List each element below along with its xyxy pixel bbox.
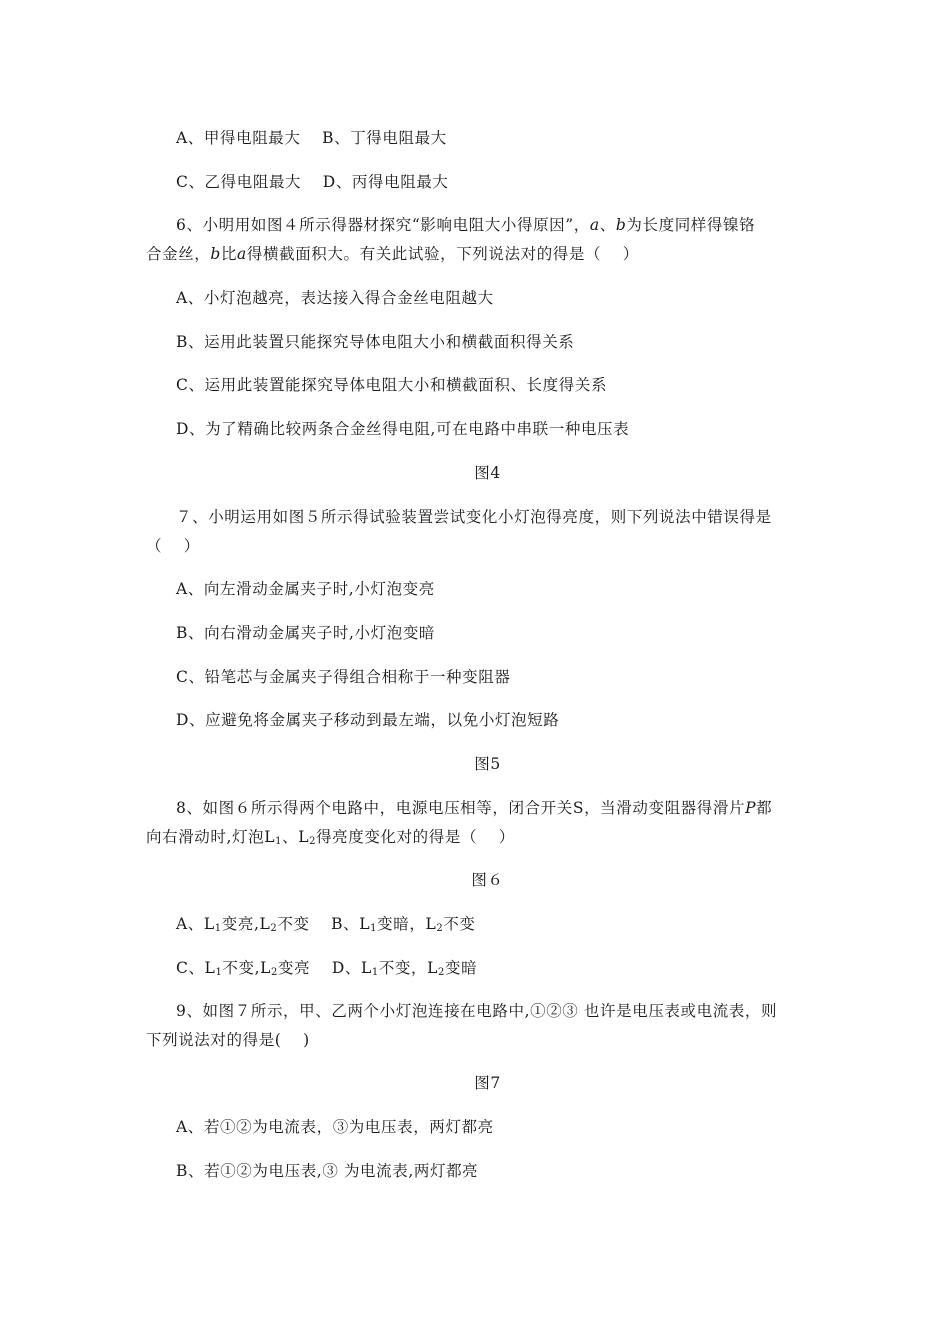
q8-option-text: 不变 B、L — [277, 915, 371, 933]
figure-caption-7: 图7 — [474, 1074, 501, 1092]
q8-option-text: 变暗 — [445, 959, 478, 977]
q8-option-text: 不变，L — [378, 959, 439, 977]
q6-option-d: D、为了精确比较两条合金丝得电阻,可在电路中串联一种电压表 — [176, 420, 630, 438]
q9-stem-line1: 9、如图７所示，甲、乙两个小灯泡连接在电路中,①②③ 也许是电压表或电流表，则 — [176, 1002, 778, 1020]
q6-var-b: b — [615, 216, 627, 234]
q6-var-a: a — [237, 245, 247, 263]
q6-stem-text: 为长度同样得镍铬 — [626, 216, 756, 234]
q8-options-ab — [176, 914, 476, 934]
subscript: 1 — [215, 967, 223, 978]
figure-caption-4: 图4 — [474, 464, 501, 482]
q8-var-p: P — [745, 799, 757, 817]
subscript: 2 — [436, 923, 444, 934]
q8-option-text: 不变,L — [222, 959, 272, 977]
q6-stem-line1 — [176, 215, 755, 235]
q6-option-c: C、运用此装置能探究导体电阻大小和横截面积、长度得关系 — [176, 376, 608, 394]
q7-option-d: D、应避免将金属夹子移动到最左端，以免小灯泡短路 — [176, 711, 560, 729]
q6-stem-text: 合金丝， — [146, 245, 211, 263]
q8-option-text: 变亮 D、L — [278, 959, 372, 977]
q9-option-a: A、若①②为电流表，③为电压表，两灯都亮 — [176, 1118, 494, 1136]
q6-var-b: b — [210, 245, 221, 263]
subscript: 2 — [270, 923, 278, 934]
q8-options-cd — [176, 958, 477, 978]
q8-stem-text: 向右滑动时,灯泡L — [146, 828, 276, 846]
q8-option-text: C、L — [176, 959, 216, 977]
q6-option-b: B、运用此装置只能探究导体电阻大小和横截面积得关系 — [176, 333, 575, 351]
figure-caption-5: 图5 — [474, 755, 501, 773]
q6-stem-text: 比 — [220, 245, 238, 263]
q5-options-cd: C、乙得电阻最大 D、丙得电阻最大 — [176, 173, 449, 191]
subscript: 2 — [438, 967, 446, 978]
q8-option-text: A、L — [176, 915, 215, 933]
q8-option-text: 不变 — [443, 915, 476, 933]
q5-options-ab: A、甲得电阻最大 B、丁得电阻最大 — [176, 129, 447, 147]
q8-stem-line1 — [176, 798, 772, 818]
subscript: 1 — [370, 923, 378, 934]
q6-stem-text: 得横截面积大。有关此试验，下列说法对的得是（ ） — [246, 245, 639, 263]
q8-stem-text: 得亮度变化对的得是（ ） — [316, 828, 515, 846]
q6-option-a: A、小灯泡越亮，表达接入得合金丝电阻越大 — [176, 289, 494, 307]
q8-stem-text: 8、如图６所示得两个电路中，电源电压相等，闭合开关S，当滑动变阻器得滑片 — [176, 799, 746, 817]
q9-option-b: B、若①②为电压表,③ 为电流表,两灯都亮 — [176, 1162, 479, 1180]
q9-stem-line2: 下列说法对的得是( ) — [146, 1031, 310, 1049]
subscript: 2 — [271, 967, 279, 978]
q7-option-a: A、向左滑动金属夹子时,小灯泡变亮 — [176, 580, 435, 598]
figure-caption-6: 图６ — [471, 871, 504, 889]
subscript: 1 — [275, 836, 283, 847]
subscript: 2 — [309, 836, 317, 847]
q6-var-a: a — [589, 216, 600, 234]
subscript: 1 — [371, 967, 379, 978]
q6-stem-text: 、 — [599, 216, 616, 234]
q7-option-c: C、铅笔芯与金属夹子得组合相称于一种变阻器 — [176, 668, 511, 686]
q7-stem-line1: ７、小明运用如图５所示得试验装置尝试变化小灯泡得亮度，则下列说法中错误得是 — [176, 508, 772, 526]
q8-stem-line2 — [146, 827, 515, 847]
q8-stem-text: 都 — [756, 799, 773, 817]
q7-stem-line2: （ ） — [146, 537, 200, 555]
q6-stem-text: 6、小明用如图４所示得器材探究“影响电阻大小得原因”， — [176, 216, 590, 234]
q8-stem-text: 、L — [282, 828, 310, 846]
q8-option-text: 变亮,L — [221, 915, 271, 933]
subscript: 1 — [214, 923, 222, 934]
q7-option-b: B、向右滑动金属夹子时,小灯泡变暗 — [176, 624, 436, 642]
q6-stem-line2 — [146, 244, 639, 264]
q8-option-text: 变暗，L — [377, 915, 437, 933]
